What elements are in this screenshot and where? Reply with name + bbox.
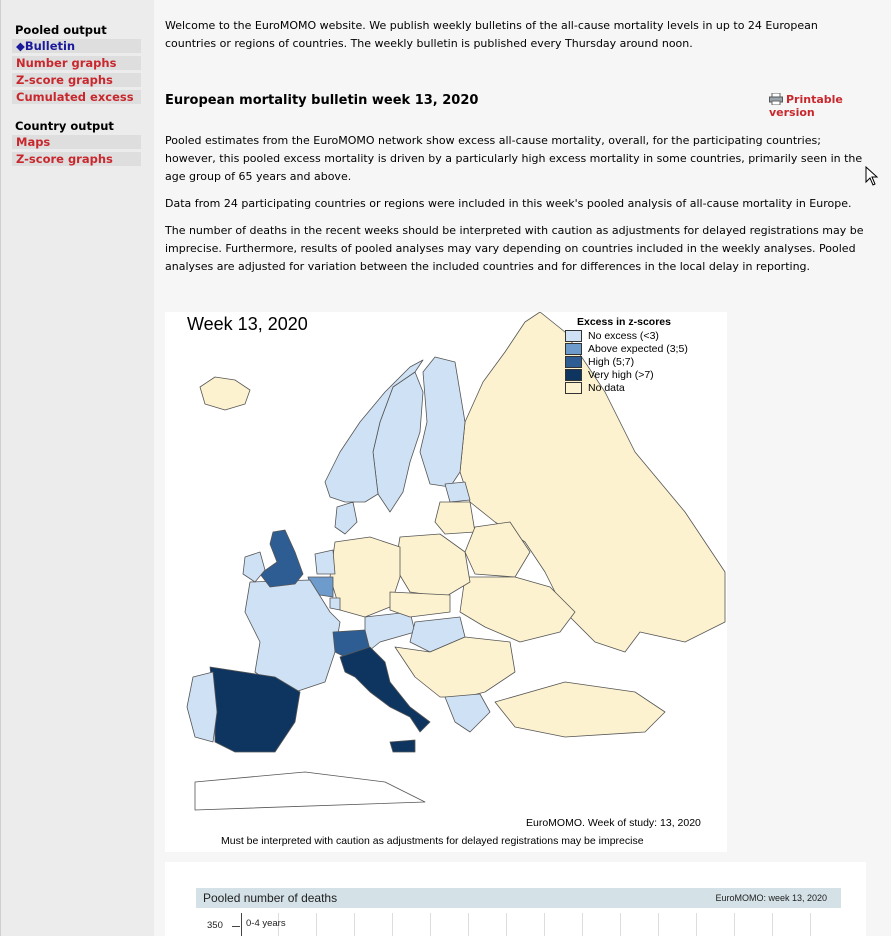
welcome-text: Welcome to the EuroMOMO website. We publish weekly bulletins of the all-cause mortality levels in up to 24 European countries or regions of countries. The weekly bulletin is published every Thursday around noon. <box>165 19 818 50</box>
map-region-germany <box>330 537 400 617</box>
map-caption: Must be interpreted with caution as adjustments for delayed registrations may be imprecise <box>221 835 644 847</box>
legend-row-no-excess <box>565 330 671 343</box>
bulletin-paragraph-2: Data from 24 participating countries or regions were included in this week's pooled analysis of all-cause mortality in Europe. <box>165 197 852 210</box>
sidebar-item-number-graphs[interactable]: Number graphs <box>12 56 141 70</box>
chart-y-tick <box>232 926 240 927</box>
legend-label: Above expected (3;5) <box>588 343 688 355</box>
map-region-sicily <box>390 740 415 752</box>
printable-version-link[interactable] <box>769 93 891 119</box>
pooled-deaths-chart-panel <box>165 862 866 936</box>
map-region-austria <box>365 612 415 650</box>
chart-title: Pooled number of deaths <box>203 891 338 905</box>
legend-row-no-data <box>565 382 671 395</box>
map-region-greece <box>445 694 490 732</box>
bulletin-paragraph-3: The number of deaths in the recent weeks should be interpreted with caution as adjustments for delayed registrations may be imprecise. Furthermore, results of pooled analyses may vary depending on countries included in the weekly analyses. Pooled analyses are adjusted for variation between the included countries and for differences in the local delay in reporting. <box>165 224 864 273</box>
legend-swatch <box>565 369 582 381</box>
sidebar-item-maps[interactable]: Maps <box>12 135 141 149</box>
chart-header <box>196 888 841 908</box>
legend-swatch <box>565 356 582 368</box>
map-region-sweden <box>373 372 423 512</box>
map-region-great-britain <box>260 530 303 587</box>
europe-map-panel <box>165 312 727 852</box>
legend-label: High (5;7) <box>588 356 635 368</box>
printer-icon <box>769 93 783 105</box>
printable-version-label: Printable version <box>769 93 843 119</box>
sidebar-item-bulletin[interactable]: ◆Bulletin <box>12 39 141 53</box>
map-region-czechia-slovakia <box>390 592 450 617</box>
map-region-balkans <box>395 637 515 697</box>
chart-y-axis <box>241 913 242 936</box>
main-content <box>153 0 891 936</box>
bulletin-title: European mortality bulletin week 13, 2020 <box>165 93 479 108</box>
sidebar <box>0 0 154 936</box>
legend-row-very-high <box>565 369 671 382</box>
sidebar-item-z-score-graphs[interactable]: Z-score graphs <box>12 73 141 87</box>
bulletin-paragraph-1: Pooled estimates from the EuroMOMO network show excess all-cause mortality, overall, for the participating countries; however, this pooled excess mortality is driven by a particularly high excess mortality in some countries, primarily seen in the age group of 65 years and above. <box>165 134 863 183</box>
legend-swatch <box>565 382 582 394</box>
legend-label: Very high (>7) <box>588 369 654 381</box>
map-region-finland <box>420 357 465 487</box>
map-credit: EuroMOMO. Week of study: 13, 2020 <box>526 817 701 829</box>
legend-swatch <box>565 330 582 342</box>
map-legend <box>565 316 688 395</box>
legend-title: Excess in z-scores <box>577 316 671 328</box>
sidebar-item-cumulated-excess[interactable]: Cumulated excess <box>12 90 141 104</box>
legend-row-high <box>565 356 671 369</box>
legend-row-above-expected <box>565 343 688 356</box>
map-region-iceland <box>200 377 250 410</box>
map-region-portugal <box>187 672 217 742</box>
map-region-ireland <box>243 552 265 582</box>
map-region-netherlands <box>315 550 335 574</box>
chart-credit: EuroMOMO: week 13, 2020 <box>715 893 827 903</box>
mouse-cursor-icon <box>865 166 879 186</box>
sidebar-item-label: Bulletin <box>24 39 76 53</box>
map-title: Week 13, 2020 <box>187 314 308 334</box>
chart-plot-area <box>241 913 841 936</box>
map-region-poland <box>395 534 470 597</box>
map-region-baltics <box>435 502 475 534</box>
sidebar-item-country-z-score-graphs[interactable]: Z-score graphs <box>12 152 141 166</box>
map-region-denmark <box>335 502 357 534</box>
pooled-output-header: Pooled output <box>15 23 107 37</box>
clipped-heading <box>153 0 891 5</box>
chart-y-tick-label: 350 <box>207 920 223 931</box>
map-region-turkey <box>495 682 665 737</box>
chart-series-label: 0-4 years <box>246 918 286 929</box>
map-region-north-africa <box>195 772 425 810</box>
legend-swatch <box>565 343 582 355</box>
legend-label: No excess (<3) <box>588 330 659 342</box>
country-output-header: Country output <box>15 119 114 133</box>
map-region-luxembourg <box>330 598 340 610</box>
legend-label: No data <box>588 382 625 394</box>
